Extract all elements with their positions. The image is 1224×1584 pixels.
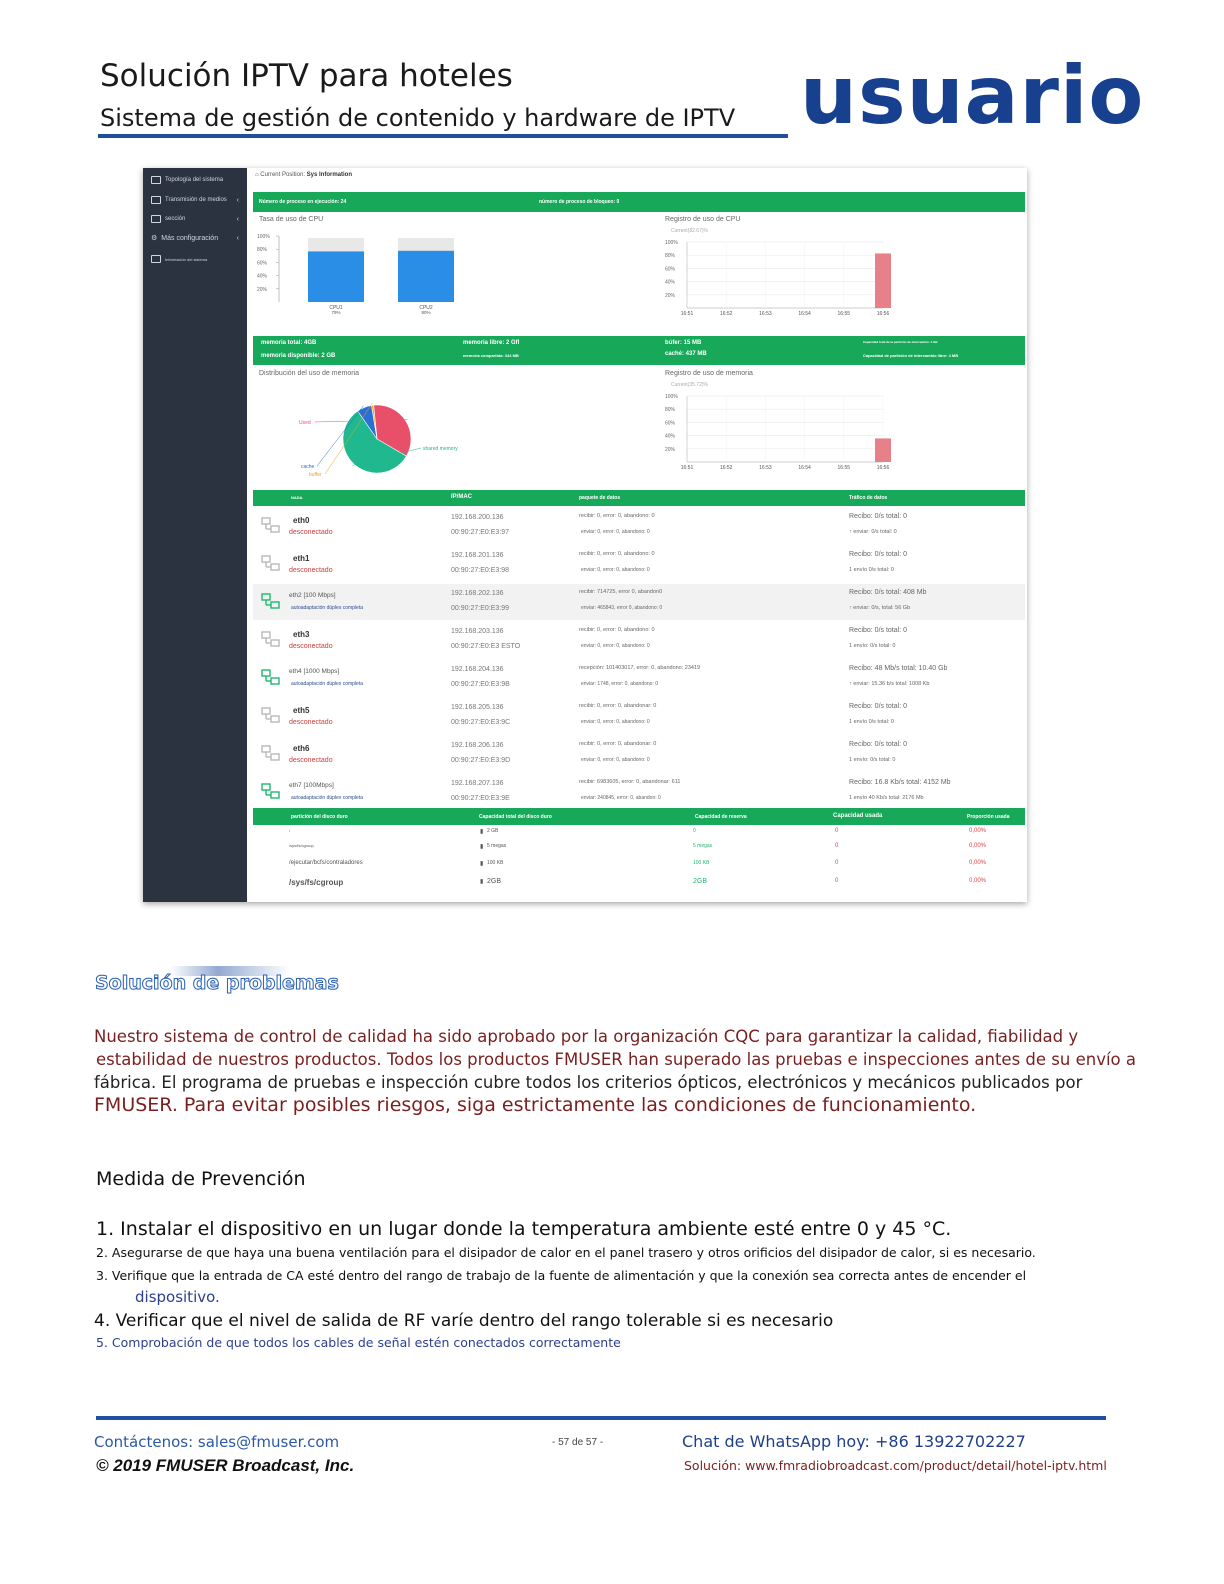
- traffic-send: 1 envío 0/s total: 0: [849, 719, 894, 725]
- data-label: 79%: [331, 310, 341, 315]
- memory-shared: memoria compartida: 344 MB: [463, 353, 519, 358]
- network-port-icon: [261, 555, 277, 569]
- memory-bar: [253, 336, 1025, 365]
- traffic-receive: Recibo: 0/s total: 0: [849, 513, 907, 520]
- x-tick-label: CPU2: [419, 305, 433, 311]
- data-label: 80%: [421, 310, 431, 315]
- traffic-receive: Recibo: 0/s total: 408 Mb: [849, 589, 927, 596]
- chevron-left-icon: ‹: [236, 215, 239, 223]
- sidebar-item-more-config[interactable]: [151, 232, 243, 244]
- y-tick-label: 40%: [257, 273, 268, 280]
- pie-label: shared memory: [423, 446, 458, 452]
- memory-buffer: búfer: 15 MB: [665, 340, 702, 346]
- memory-free: memoria libre: 2 Gfl: [463, 340, 520, 346]
- port-mac: 00:90:27:E0:E3:98: [451, 567, 509, 574]
- traffic-send: 1 envío: 0/s total: 0: [849, 643, 896, 649]
- disk-partition: /: [289, 828, 291, 833]
- traffic-send: ↑ enviar: 0/s total: 0: [849, 529, 897, 535]
- prevention-item: 1. Instalar el dispositivo en un lugar donde la temperatura ambiente esté entre 0 y 45 °C.: [96, 1218, 952, 1240]
- col-used: Capacidad usada: [833, 813, 883, 819]
- col-partition: partición del disco duro: [291, 814, 348, 820]
- y-tick-label: 60%: [665, 420, 676, 427]
- y-tick-label: 20%: [665, 446, 676, 453]
- col-total: Capacidad total del disco duro: [479, 814, 552, 820]
- memory-total: memoria total: 4GB: [261, 340, 317, 346]
- disk-used: 0: [835, 860, 839, 866]
- disk-icon: ▮: [480, 829, 484, 835]
- network-port-icon: [261, 783, 277, 797]
- disk-total: 2GB: [487, 878, 502, 885]
- port-status: autoadaptación dúplex completa: [291, 605, 363, 611]
- cpu-log-title: Registro de uso de CPU: [665, 216, 741, 223]
- x-tick-label: CPU1: [329, 305, 343, 311]
- network-port-icon: [261, 631, 277, 645]
- blocked-processes: número de proceso de bloqueo: 0: [539, 199, 620, 205]
- info-icon: [151, 255, 161, 263]
- traffic-receive: Recibo: 0/s total: 0: [849, 551, 907, 558]
- disk-used: 0: [835, 843, 839, 849]
- document-subtitle: Sistema de gestión de contenido y hardware de IPTV: [100, 104, 736, 132]
- col-ipmac: IP/MAC: [451, 494, 472, 500]
- y-tick-label: 80%: [665, 407, 676, 414]
- traffic-send: ↑ enviar: 15.36 b/s total: 1008 Kb: [849, 681, 930, 687]
- port-ip: 192.168.200.136: [451, 514, 504, 521]
- port-mac: 00:90:27:E0:E3:97: [451, 529, 509, 536]
- packet-send: enviar: 0, error: 0, abandono: 0: [581, 757, 650, 763]
- footer-copyright: © 2019 FMUSER Broadcast, Inc.: [96, 1456, 355, 1475]
- port-status: autoadaptación dúplex completa: [291, 681, 363, 687]
- paragraph-line: fábrica. El programa de pruebas e inspección cubre todos los criterios ópticos, electrónicos y mecánicos publicados por: [94, 1073, 1083, 1092]
- port-name: eth1: [293, 554, 310, 563]
- packet-receive: recibir: 714725, error 0, abandon0: [579, 589, 663, 595]
- port-status: desconectado: [289, 757, 333, 764]
- network-port-icon: [261, 517, 277, 531]
- memory-log-current: Current(35.72)%: [671, 382, 708, 388]
- y-tick-label: 40%: [665, 279, 676, 286]
- y-tick-label: 100%: [665, 240, 678, 246]
- packet-send: enviar: 0, error: 0, abandono: 0: [581, 529, 650, 535]
- header-rule: [98, 134, 788, 138]
- disk-total: 100 KB: [487, 860, 504, 866]
- pie-label: Used: [299, 420, 311, 426]
- port-ip: 192.168.203.136: [451, 628, 504, 635]
- memory-pie-chart: [281, 384, 481, 484]
- traffic-receive: Recibo: 0/s total: 0: [849, 741, 907, 748]
- traffic-receive: Recibo: 16.8 Kb/s total: 4152 Mb: [849, 779, 951, 786]
- y-tick-label: 60%: [665, 266, 676, 273]
- traffic-send: 1 envío: 0/s total: 0: [849, 757, 896, 763]
- troubleshooting-title: Solución de problemas: [95, 972, 339, 994]
- disk-ratio: 0,00%: [969, 828, 987, 834]
- port-mac: 00:90:27:E0:E3:9B: [451, 681, 510, 688]
- swap-total: Capacidad total de la partición de intercambio: 4 GB: [863, 340, 938, 344]
- packet-receive: recepción: 101403017, error: 0, abandono: 23419: [579, 665, 701, 671]
- breadcrumb: ⌂ Current Position: Sys Information: [255, 172, 352, 178]
- disk-table-header: [253, 808, 1025, 825]
- cpu-bar: [398, 251, 454, 302]
- port-mac: 00:90:27:E0:E3:9C: [451, 719, 511, 726]
- port-mac: 00:90:27:E0:E3 ESTO: [451, 643, 521, 650]
- packet-receive: recibir: 0, error: 0, abandono: 0: [579, 513, 655, 519]
- traffic-receive: Recibo: 48 Mb/s total: 10.40 Gb: [849, 665, 948, 672]
- port-ip: 192.168.205.136: [451, 704, 504, 711]
- log-bar: [875, 438, 891, 462]
- media-icon: [151, 196, 161, 204]
- log-bar: [875, 253, 891, 308]
- home-icon: ⌂: [255, 172, 259, 178]
- packet-send: enviar: 240845, error: 0, abandon: 0: [581, 795, 661, 801]
- traffic-send: ↑ enviar: 0/s, total: 56 Gb: [849, 605, 911, 611]
- packet-receive: recibir: 0, error: 0, abandono: 0: [579, 551, 655, 557]
- sidebar-item-section[interactable]: [151, 213, 243, 225]
- y-tick-label: 20%: [257, 286, 268, 293]
- disk-icon: ▮: [480, 861, 484, 867]
- sidebar: [143, 168, 247, 902]
- disk-icon: ▮: [480, 844, 484, 850]
- disk-total: 5 megas: [487, 843, 507, 849]
- sidebar-item-media[interactable]: [151, 194, 243, 206]
- network-port-icon: [261, 669, 277, 683]
- x-tick-label: 16:54: [798, 311, 811, 317]
- sidebar-item-label: Más configuración: [161, 234, 219, 242]
- cpu-bar: [308, 251, 364, 302]
- port-mac: 00:90:27:E0:E3:99: [451, 605, 509, 612]
- disk-partition: /sys/fs/cgroup: [289, 843, 314, 848]
- disk-icon: ▮: [480, 879, 484, 885]
- y-tick-label: 60%: [257, 260, 268, 267]
- packet-send: enviar: 0, error: 0, abandono: 0: [581, 643, 650, 649]
- traffic-receive: Recibo: 0/s total: 0: [849, 703, 907, 710]
- y-tick-label: 80%: [257, 247, 268, 254]
- footer-solution-link[interactable]: Solución: www.fmradiobroadcast.com/product/detail/hotel-iptv.html: [684, 1458, 1107, 1473]
- network-port-icon: [261, 745, 277, 759]
- packet-send: enviar: 0, error: 0, abandono: 0: [581, 719, 650, 725]
- pie-label: buffer: [309, 472, 322, 478]
- running-processes: Número de proceso en ejecución: 24: [259, 199, 347, 205]
- network-port-icon: [261, 593, 277, 607]
- col-traffic: Tráfico de datos: [849, 495, 888, 501]
- port-name: eth5: [293, 706, 310, 715]
- sidebar-item-label: sección: [165, 216, 186, 222]
- gear-icon: ⚙: [151, 235, 158, 242]
- disk-used: 0: [835, 828, 839, 834]
- paragraph-line: estabilidad de nuestros productos. Todos los productos FMUSER han superado las pruebas e inspecciones antes de su envío a: [96, 1050, 1136, 1069]
- footer-whatsapp[interactable]: Chat de WhatsApp hoy: +86 13922702227: [682, 1432, 1026, 1451]
- port-ip: 192.168.202.136: [451, 590, 504, 597]
- prevention-item: 4. Verificar que el nivel de salida de RF varíe dentro del rango tolerable si es necesario: [94, 1311, 834, 1331]
- pie-label: cache: [301, 464, 315, 470]
- x-tick-label: 16:56: [876, 311, 890, 317]
- y-tick-label: 40%: [665, 433, 676, 440]
- disk-ratio: 0,00%: [969, 878, 987, 884]
- document-title: Solución IPTV para hoteles: [100, 58, 513, 94]
- col-name: NADA: [291, 495, 303, 500]
- port-ip: 192.168.207.136: [451, 780, 504, 787]
- port-status: desconectado: [289, 643, 333, 650]
- footer-rule: [96, 1416, 1106, 1420]
- cpu-log-chart: [651, 234, 991, 320]
- logo: usuario: [800, 49, 1145, 142]
- port-status: desconectado: [289, 567, 333, 574]
- disk-reserve: 100 KB: [693, 860, 710, 866]
- main-content: [251, 168, 1025, 902]
- packet-receive: recibir: 0, error: 0, abandono: 0: [579, 627, 655, 633]
- disk-partition: /ejecutar/bcfs/contraladores: [289, 860, 363, 866]
- packet-receive: recibir: 6983605, error: 0, abandonar: 611: [579, 779, 681, 785]
- disk-total: 2 GB: [487, 828, 499, 834]
- disk-reserve: 0: [693, 828, 696, 834]
- packet-send: enviar: 465843, error 0, abandono: 0: [581, 605, 663, 611]
- sidebar-item-label: Topología del sistema: [165, 177, 224, 183]
- memory-log-title: Registro de uso de memoria: [665, 370, 753, 377]
- traffic-send: 1 envío 40 Kb/s total: 2176 Mb: [849, 795, 924, 801]
- memory-cache: caché: 437 MB: [665, 351, 707, 357]
- packet-send: enviar: 1748, error: 0, abandono: 0: [581, 681, 658, 687]
- disk-partition: /sys/fs/cgroup: [289, 878, 344, 887]
- sidebar-item-label: Transmisión de medios: [165, 197, 227, 203]
- x-tick-label: 16:56: [876, 465, 890, 471]
- port-ip: 192.168.206.136: [451, 742, 504, 749]
- port-ip: 192.168.201.136: [451, 552, 504, 559]
- swap-free: Capacidad de partición de intercambio libre: 4 MB: [863, 353, 959, 358]
- footer-contact[interactable]: Contáctenos: sales@fmuser.com: [94, 1433, 340, 1451]
- y-tick-label: 20%: [665, 292, 676, 299]
- system-info-screenshot: [143, 168, 1027, 902]
- cpu-rate-title: Tasa de uso de CPU: [259, 216, 324, 223]
- x-tick-label: 16:53: [759, 311, 772, 317]
- sidebar-item-sys-info[interactable]: [151, 253, 243, 265]
- process-bar: [253, 192, 1025, 212]
- port-name: eth7 [100Mbps]: [289, 782, 334, 789]
- port-name: eth6: [293, 744, 310, 753]
- paragraph-line: FMUSER. Para evitar posibles riesgos, siga estrictamente las condiciones de funcionamiento.: [94, 1094, 977, 1116]
- x-tick-label: 16:55: [837, 465, 851, 471]
- port-status: autoadaptación dúplex completa: [291, 795, 363, 801]
- x-tick-label: 16:55: [837, 311, 851, 317]
- x-tick-label: 16:54: [798, 465, 811, 471]
- topology-icon: [151, 176, 161, 184]
- port-name: eth2 [100 Mbps]: [289, 592, 336, 599]
- port-status: desconectado: [289, 529, 333, 536]
- x-tick-label: 16:51: [680, 465, 694, 471]
- disk-used: 0: [835, 878, 839, 884]
- prevention-title: Medida de Prevención: [96, 1168, 306, 1190]
- port-status: desconectado: [289, 719, 333, 726]
- y-tick-label: 100%: [665, 394, 678, 400]
- port-ip: 192.168.204.136: [451, 666, 504, 673]
- port-name: eth4 [1000 Mbps]: [289, 668, 340, 675]
- prevention-item: 5. Comprobación de que todos los cables de señal estén conectados correctamente: [96, 1335, 621, 1350]
- prevention-item: 3. Verifique que la entrada de CA esté dentro del rango de trabajo de la fuente de alimentación y que la conexión sea correcta antes de encender el: [96, 1268, 1027, 1283]
- y-tick-label: 80%: [665, 253, 676, 260]
- prevention-item: 2. Asegurarse de que haya una buena ventilación para el disipador de calor en el panel trasero y otros orificios del disipador de calor, si es necesario.: [96, 1245, 1036, 1260]
- port-name: eth0: [293, 516, 310, 525]
- y-tick-label: 100%: [257, 234, 270, 240]
- col-ratio: Proporción usada: [967, 814, 1010, 820]
- network-table-header: [253, 490, 1025, 506]
- port-name: eth3: [293, 630, 310, 639]
- prevention-item-continuation: dispositivo.: [135, 1288, 220, 1306]
- disk-reserve: 5 megas: [693, 843, 713, 849]
- section-icon: [151, 215, 161, 223]
- disk-reserve: 2GB: [693, 878, 708, 885]
- col-packets: paquete de datos: [579, 495, 621, 501]
- paragraph-line: Nuestro sistema de control de calidad ha sido aprobado por la organización CQC para garantizar la calidad, fiabilidad y: [94, 1027, 1079, 1046]
- memory-log-chart: [651, 388, 991, 474]
- disk-ratio: 0,00%: [969, 860, 987, 866]
- traffic-receive: Recibo: 0/s total: 0: [849, 627, 907, 634]
- memory-dist-title: Distribución del uso de memoria: [259, 370, 359, 377]
- packet-receive: recibir: 0, error: 0, abandonar: 0: [579, 703, 657, 709]
- x-tick-label: 16:53: [759, 465, 772, 471]
- port-mac: 00:90:27:E0:E3:9E: [451, 795, 510, 802]
- x-tick-label: 16:51: [680, 311, 694, 317]
- page-number: - 57 de 57 -: [552, 1437, 604, 1448]
- col-reserve: Capacidad de reserva: [695, 814, 747, 820]
- cpu-rate-chart: [251, 228, 631, 324]
- chevron-left-icon: ‹: [236, 234, 239, 242]
- traffic-send: 1 envío 0/s total: 0: [849, 567, 894, 573]
- sidebar-item-label: Información del sistema: [165, 256, 208, 262]
- x-tick-label: 16:52: [719, 465, 733, 471]
- packet-receive: recibir: 0, error: 0, abandonar: 0: [579, 741, 657, 747]
- sidebar-item-topology[interactable]: [151, 174, 243, 186]
- port-mac: 00:90:27:E0:E3:9D: [451, 757, 511, 764]
- packet-send: enviar: 0, error: 0, abandono: 0: [581, 567, 650, 573]
- disk-ratio: 0,00%: [969, 843, 987, 849]
- memory-available: memoria disponible: 2 GB: [261, 353, 336, 359]
- cpu-log-current: Current(82.67)%: [671, 228, 708, 234]
- x-tick-label: 16:52: [719, 311, 733, 317]
- network-port-icon: [261, 707, 277, 721]
- chevron-left-icon: ‹: [236, 196, 239, 204]
